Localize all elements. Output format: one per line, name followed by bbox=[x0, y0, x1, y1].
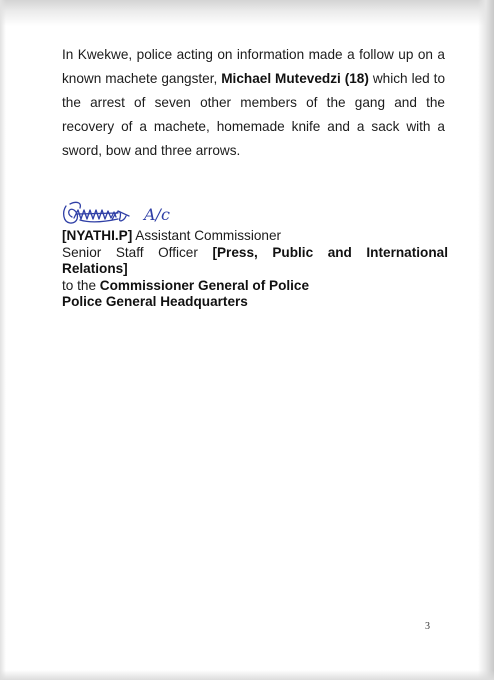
role-word: Senior bbox=[62, 244, 102, 260]
signatory-role-line bbox=[62, 245, 448, 262]
role-word: [Press, bbox=[212, 244, 258, 260]
signature-initials: A/c bbox=[144, 205, 170, 224]
headquarters: Police General Headquarters bbox=[62, 294, 248, 309]
scan-shadow-right bbox=[478, 0, 494, 680]
signatory-rank: Assistant Commissioner bbox=[132, 228, 282, 243]
role-word: Public bbox=[272, 244, 314, 260]
paragraph-text-start: In Kwekwe, police acting on information made a follow up on a known machete gangster, bbox=[62, 47, 445, 86]
addressee-prefix: to the bbox=[62, 277, 100, 293]
incident-paragraph bbox=[62, 43, 445, 163]
headquarters-line bbox=[62, 294, 448, 311]
handwritten-signature bbox=[60, 198, 190, 228]
role-word: Staff bbox=[115, 244, 144, 260]
suspect-name: Michael Mutevedzi (18) bbox=[221, 71, 369, 86]
paragraph-text-end: which led to the arrest of seven other members of the gang and the recovery of a machete, homemade knife and a sack with a sword, bow and three arrows. bbox=[62, 71, 446, 158]
role-word: and bbox=[327, 244, 352, 260]
signatory-block bbox=[62, 228, 448, 311]
addressee-office: Commissioner General of Police bbox=[99, 277, 310, 293]
scan-shadow-left bbox=[0, 0, 6, 680]
addressee-line bbox=[62, 278, 448, 295]
scan-shadow-bottom bbox=[0, 670, 494, 680]
page-number: 3 bbox=[425, 621, 430, 632]
role-word: International bbox=[366, 244, 448, 260]
signatory-role-continued bbox=[62, 261, 448, 278]
signatory-name: [NYATHI.P] bbox=[62, 228, 133, 243]
signatory-name-line bbox=[62, 228, 448, 245]
role-word: Officer bbox=[158, 244, 198, 260]
role-continued-text: Relations] bbox=[62, 261, 128, 276]
scan-shadow-top bbox=[0, 0, 494, 26]
